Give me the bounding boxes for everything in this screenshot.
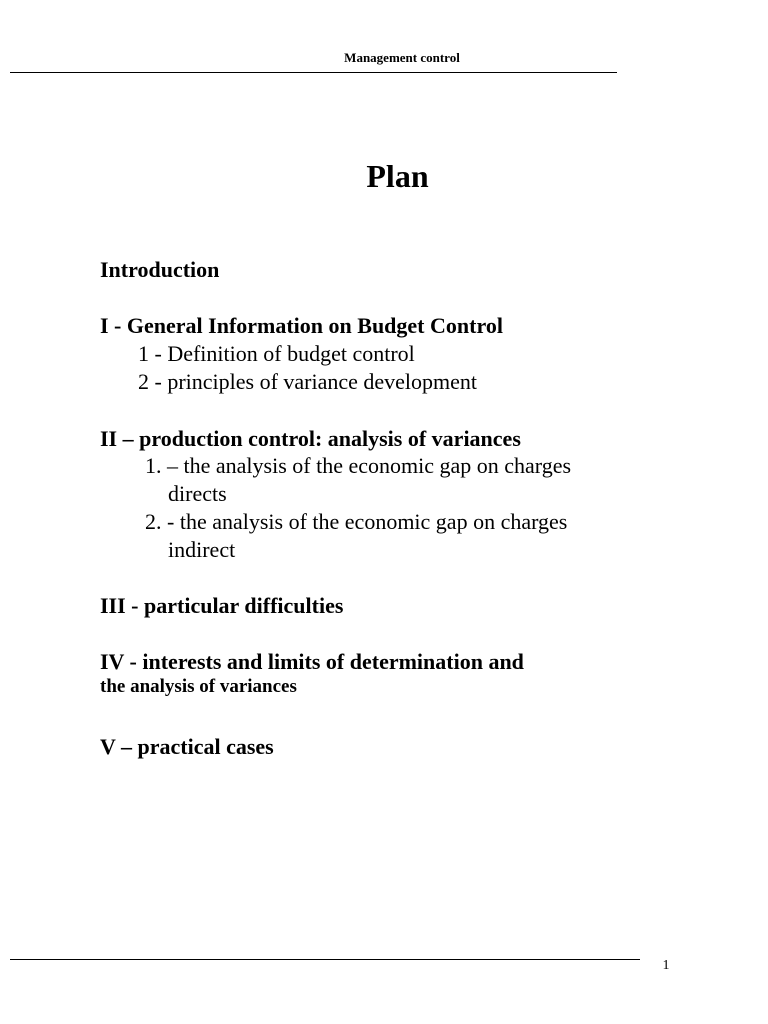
footer-rule	[10, 959, 640, 960]
section-2-item-2: 2. - the analysis of the economic gap on charges	[145, 509, 568, 534]
section-3-heading: III - particular difficulties	[100, 593, 344, 618]
running-header: Management control	[344, 50, 460, 65]
header-rule	[10, 72, 617, 73]
section-1-heading: I - General Information on Budget Control	[100, 313, 503, 338]
section-1-item-2: 2 - principles of variance development	[138, 369, 478, 394]
page-number: 1	[662, 958, 670, 973]
section-2-item-1: 1. – the analysis of the economic gap on charges	[145, 453, 572, 478]
section-2-item-1-continued: directs	[168, 481, 227, 506]
page-title: Plan	[366, 158, 429, 194]
section-1-item-1: 1 - Definition of budget control	[138, 341, 415, 366]
section-4-heading: IV - interests and limits of determination and	[100, 649, 524, 674]
introduction-heading: Introduction	[100, 257, 220, 282]
section-4-heading-continued: the analysis of variances	[100, 676, 297, 697]
section-2-item-2-continued: indirect	[168, 537, 236, 562]
section-5-heading: V – practical cases	[100, 734, 274, 759]
section-2-heading: II – production control: analysis of variances	[100, 426, 521, 451]
